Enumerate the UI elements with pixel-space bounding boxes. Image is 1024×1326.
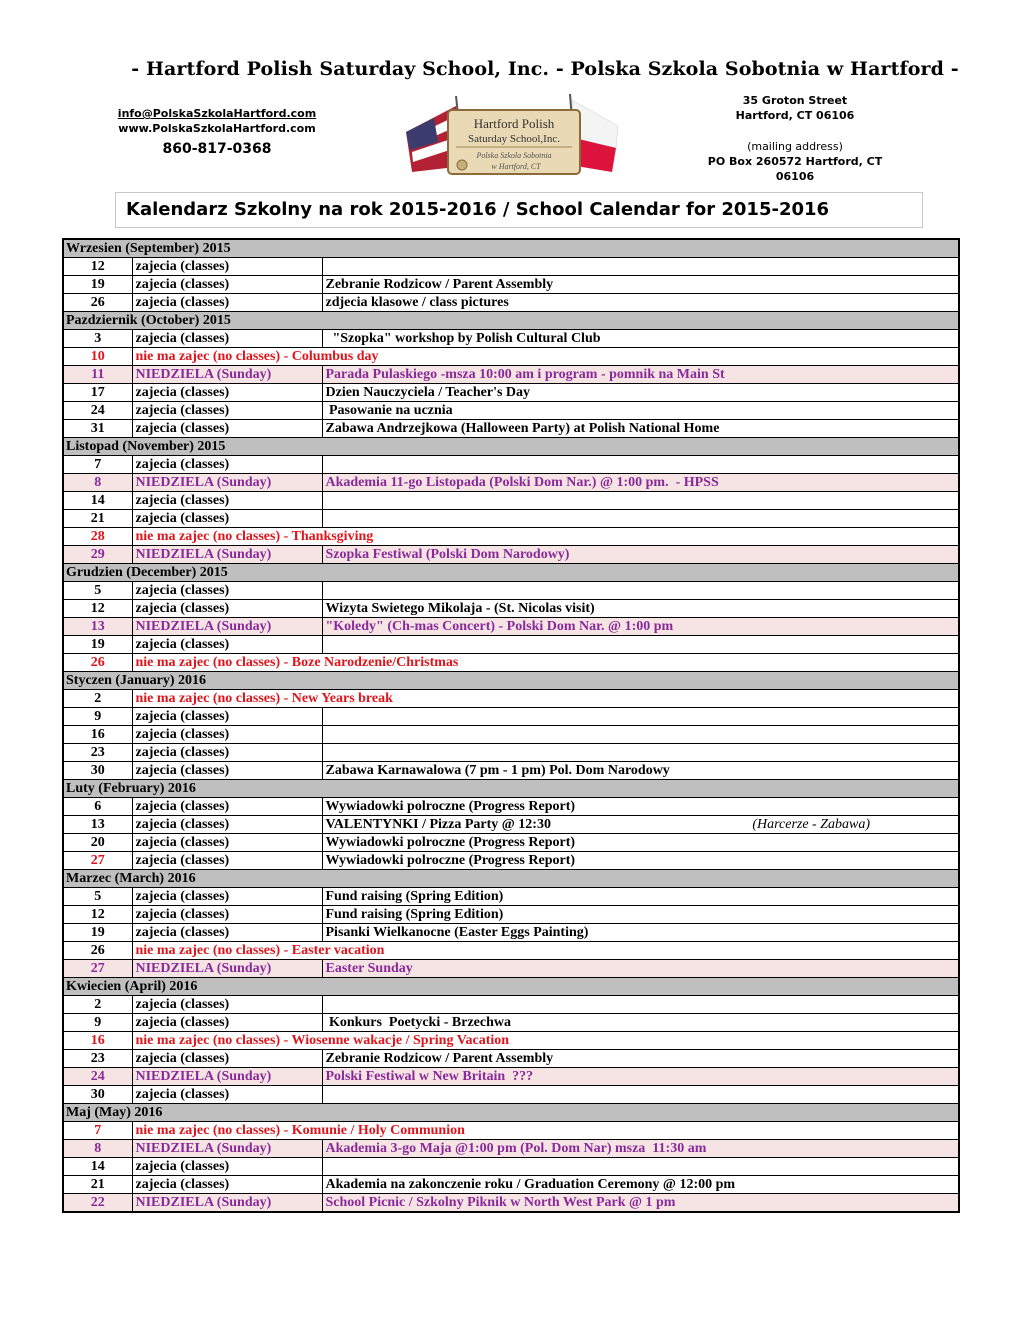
day-number: 23	[63, 744, 132, 762]
sunday-event-row	[63, 1068, 959, 1086]
event-description: Zabawa Andrzejkowa (Halloween Party) at Polish National Home	[322, 420, 959, 438]
class-day-row	[63, 582, 959, 600]
event-description: Dzien Nauczyciela / Teacher's Day	[322, 384, 959, 402]
day-number: 3	[63, 330, 132, 348]
month-label: Styczen (January) 2016	[63, 672, 959, 690]
day-number: 26	[63, 654, 132, 672]
session-type: zajecia (classes)	[132, 1086, 322, 1104]
session-type: zajecia (classes)	[132, 816, 322, 834]
class-day-row	[63, 420, 959, 438]
event-description: Wywiadowki polroczne (Progress Report)	[322, 834, 959, 852]
day-number: 5	[63, 582, 132, 600]
day-number: 12	[63, 600, 132, 618]
session-type: zajecia (classes)	[132, 1158, 322, 1176]
no-class-row	[63, 654, 959, 672]
session-type: zajecia (classes)	[132, 636, 322, 654]
day-number: 2	[63, 690, 132, 708]
event-description: "Koledy" (Ch-mas Concert) - Polski Dom Nar. @ 1:00 pm	[322, 618, 959, 636]
event-description: Pisanki Wielkanocne (Easter Eggs Painting)	[322, 924, 959, 942]
class-day-row	[63, 708, 959, 726]
session-type: zajecia (classes)	[132, 582, 322, 600]
class-day-row	[63, 1086, 959, 1104]
session-type: zajecia (classes)	[132, 1176, 322, 1194]
month-header-row	[63, 780, 959, 798]
day-number: 27	[63, 852, 132, 870]
class-day-row	[63, 1014, 959, 1032]
event-description: VALENTYNKI / Pizza Party @ 12:30 (Harcerze - Zabawa)	[322, 816, 959, 834]
class-day-row	[63, 402, 959, 420]
session-type: zajecia (classes)	[132, 708, 322, 726]
sunday-event-row	[63, 546, 959, 564]
day-number: 30	[63, 1086, 132, 1104]
event-description: Zebranie Rodzicow / Parent Assembly	[322, 276, 959, 294]
class-day-row	[63, 510, 959, 528]
class-day-row	[63, 492, 959, 510]
email-link[interactable]: info@PolskaSzkolaHartford.com	[117, 107, 317, 120]
day-number: 30	[63, 762, 132, 780]
class-day-row	[63, 834, 959, 852]
sunday-event-row	[63, 1140, 959, 1158]
event-description	[322, 636, 959, 654]
session-type: zajecia (classes)	[132, 924, 322, 942]
session-type: zajecia (classes)	[132, 726, 322, 744]
event-description	[322, 726, 959, 744]
no-class-label: nie ma zajec (no classes) - Wiosenne wakacje / Spring Vacation	[132, 1032, 959, 1050]
day-number: 11	[63, 366, 132, 384]
day-number: 19	[63, 924, 132, 942]
no-class-row	[63, 348, 959, 366]
day-number: 6	[63, 798, 132, 816]
event-description: Akademia 11-go Listopada (Polski Dom Nar.) @ 1:00 pm. - HPSS	[322, 474, 959, 492]
session-type: NIEDZIELA (Sunday)	[132, 1140, 322, 1158]
class-day-row	[63, 906, 959, 924]
class-day-row	[63, 276, 959, 294]
class-day-row	[63, 600, 959, 618]
class-day-row	[63, 1050, 959, 1068]
no-class-row	[63, 528, 959, 546]
event-note: (Harcerze - Zabawa)	[752, 817, 870, 832]
event-description: Zabawa Karnawalowa (7 pm - 1 pm) Pol. Dom Narodowy	[322, 762, 959, 780]
session-type: zajecia (classes)	[132, 888, 322, 906]
session-type: zajecia (classes)	[132, 420, 322, 438]
session-type: zajecia (classes)	[132, 600, 322, 618]
class-day-row	[63, 294, 959, 312]
school-title: - Hartford Polish Saturday School, Inc. - Polska Szkola Sobotnia w Hartford -	[131, 58, 959, 80]
no-class-row	[63, 942, 959, 960]
class-day-row	[63, 726, 959, 744]
mailing-note: (mailing address)	[747, 140, 843, 153]
month-label: Grudzien (December) 2015	[63, 564, 959, 582]
day-number: 16	[63, 1032, 132, 1050]
po-box: PO Box 260572 Hartford, CT 06106	[707, 155, 883, 183]
event-description: Wizyta Swietego Mikolaja - (St. Nicolas visit)	[322, 600, 959, 618]
sunday-event-row	[63, 474, 959, 492]
event-description: Akademia na zakonczenie roku / Graduation Ceremony @ 12:00 pm	[322, 1176, 959, 1194]
day-number: 12	[63, 906, 132, 924]
session-type: zajecia (classes)	[132, 330, 322, 348]
day-number: 28	[63, 528, 132, 546]
day-number: 26	[63, 942, 132, 960]
event-description: "Szopka" workshop by Polish Cultural Club	[322, 330, 959, 348]
day-number: 12	[63, 258, 132, 276]
session-type: zajecia (classes)	[132, 402, 322, 420]
month-label: Pazdziernik (October) 2015	[63, 312, 959, 330]
session-type: NIEDZIELA (Sunday)	[132, 960, 322, 978]
class-day-row	[63, 384, 959, 402]
event-description: Wywiadowki polroczne (Progress Report)	[322, 852, 959, 870]
contact-block	[112, 107, 322, 157]
session-type: zajecia (classes)	[132, 294, 322, 312]
event-description: School Picnic / Szkolny Piknik w North West Park @ 1 pm	[322, 1194, 959, 1213]
class-day-row	[63, 1176, 959, 1194]
event-description	[322, 1086, 959, 1104]
day-number: 24	[63, 402, 132, 420]
svg-text:Saturday School,Inc.: Saturday School,Inc.	[468, 133, 560, 145]
day-number: 23	[63, 1050, 132, 1068]
calendar-title: Kalendarz Szkolny na rok 2015-2016 / School Calendar for 2015-2016	[126, 199, 830, 220]
event-description: Polski Festiwal w New Britain ???	[322, 1068, 959, 1086]
class-day-row	[63, 798, 959, 816]
event-description: Konkurs Poetycki - Brzechwa	[322, 1014, 959, 1032]
event-description: Akademia 3-go Maja @1:00 pm (Pol. Dom Nar) msza 11:30 am	[322, 1140, 959, 1158]
event-description: zdjecia klasowe / class pictures	[322, 294, 959, 312]
session-type: NIEDZIELA (Sunday)	[132, 366, 322, 384]
session-type: zajecia (classes)	[132, 744, 322, 762]
month-header-row	[63, 978, 959, 996]
no-class-label: nie ma zajec (no classes) - Thanksgiving	[132, 528, 959, 546]
session-type: zajecia (classes)	[132, 384, 322, 402]
no-class-label: nie ma zajec (no classes) - New Years break	[132, 690, 959, 708]
no-class-row	[63, 690, 959, 708]
session-type: zajecia (classes)	[132, 996, 322, 1014]
class-day-row	[63, 996, 959, 1014]
svg-text:Polska Szkola Sobotnia: Polska Szkola Sobotnia	[476, 151, 552, 160]
event-description	[322, 996, 959, 1014]
event-description: Easter Sunday	[322, 960, 959, 978]
session-type: zajecia (classes)	[132, 456, 322, 474]
event-description: Pasowanie na ucznia	[322, 402, 959, 420]
day-number: 22	[63, 1194, 132, 1213]
class-day-row	[63, 888, 959, 906]
class-day-row	[63, 744, 959, 762]
event-description	[322, 708, 959, 726]
session-type: zajecia (classes)	[132, 276, 322, 294]
event-description: Szopka Festiwal (Polski Dom Narodowy)	[322, 546, 959, 564]
month-label: Maj (May) 2016	[63, 1104, 959, 1122]
day-number: 31	[63, 420, 132, 438]
class-day-row	[63, 816, 959, 834]
event-description: Fund raising (Spring Edition)	[322, 888, 959, 906]
month-header-row	[63, 312, 959, 330]
day-number: 21	[63, 510, 132, 528]
session-type: NIEDZIELA (Sunday)	[132, 1068, 322, 1086]
sunday-event-row	[63, 960, 959, 978]
day-number: 13	[63, 816, 132, 834]
event-description	[322, 258, 959, 276]
day-number: 9	[63, 708, 132, 726]
street-address: 35 Groton Street	[742, 94, 848, 107]
session-type: zajecia (classes)	[132, 1014, 322, 1032]
sunday-event-row	[63, 618, 959, 636]
day-number: 14	[63, 1158, 132, 1176]
day-number: 16	[63, 726, 132, 744]
class-day-row	[63, 456, 959, 474]
month-header-row	[63, 1104, 959, 1122]
day-number: 29	[63, 546, 132, 564]
day-number: 8	[63, 474, 132, 492]
day-number: 7	[63, 1122, 132, 1140]
svg-text:w Hartford, CT: w Hartford, CT	[491, 162, 541, 171]
day-number: 24	[63, 1068, 132, 1086]
no-class-row	[63, 1122, 959, 1140]
event-description	[322, 510, 959, 528]
school-logo	[404, 92, 624, 184]
event-description	[322, 492, 959, 510]
website-link[interactable]: www.PolskaSzkolaHartford.com	[118, 122, 316, 135]
class-day-row	[63, 258, 959, 276]
day-number: 10	[63, 348, 132, 366]
event-description: Parada Pulaskiego -msza 10:00 am i program - pomnik na Main St	[322, 366, 959, 384]
month-label: Wrzesien (September) 2015	[63, 239, 959, 258]
city-address: Hartford, CT 06106	[735, 109, 855, 122]
calendar-title-box	[115, 192, 923, 228]
sunday-event-row	[63, 1194, 959, 1213]
day-number: 27	[63, 960, 132, 978]
class-day-row	[63, 852, 959, 870]
no-class-row	[63, 1032, 959, 1050]
day-number: 9	[63, 1014, 132, 1032]
event-description: Zebranie Rodzicow / Parent Assembly	[322, 1050, 959, 1068]
session-type: zajecia (classes)	[132, 834, 322, 852]
day-number: 19	[63, 636, 132, 654]
session-type: zajecia (classes)	[132, 906, 322, 924]
no-class-label: nie ma zajec (no classes) - Boze Narodzenie/Christmas	[132, 654, 959, 672]
class-day-row	[63, 330, 959, 348]
month-header-row	[63, 564, 959, 582]
session-type: zajecia (classes)	[132, 510, 322, 528]
event-description	[322, 744, 959, 762]
phone-number: 860-817-0368	[162, 141, 272, 157]
event-description	[322, 456, 959, 474]
session-type: NIEDZIELA (Sunday)	[132, 546, 322, 564]
month-label: Marzec (March) 2016	[63, 870, 959, 888]
day-number: 20	[63, 834, 132, 852]
day-number: 17	[63, 384, 132, 402]
session-type: zajecia (classes)	[132, 1050, 322, 1068]
month-label: Listopad (November) 2015	[63, 438, 959, 456]
session-type: NIEDZIELA (Sunday)	[132, 474, 322, 492]
session-type: zajecia (classes)	[132, 258, 322, 276]
school-calendar-table	[62, 238, 960, 1213]
day-number: 13	[63, 618, 132, 636]
day-number: 8	[63, 1140, 132, 1158]
no-class-label: nie ma zajec (no classes) - Komunie / Holy Communion	[132, 1122, 959, 1140]
month-header-row	[63, 239, 959, 258]
sunday-event-row	[63, 366, 959, 384]
month-header-row	[63, 672, 959, 690]
day-number: 14	[63, 492, 132, 510]
session-type: zajecia (classes)	[132, 762, 322, 780]
month-label: Luty (February) 2016	[63, 780, 959, 798]
session-type: zajecia (classes)	[132, 492, 322, 510]
event-description	[322, 582, 959, 600]
no-class-label: nie ma zajec (no classes) - Columbus day	[132, 348, 959, 366]
event-description: Fund raising (Spring Edition)	[322, 906, 959, 924]
session-type: zajecia (classes)	[132, 798, 322, 816]
day-number: 26	[63, 294, 132, 312]
address-block	[690, 93, 900, 184]
day-number: 2	[63, 996, 132, 1014]
month-header-row	[63, 870, 959, 888]
session-type: NIEDZIELA (Sunday)	[132, 618, 322, 636]
day-number: 19	[63, 276, 132, 294]
session-type: NIEDZIELA (Sunday)	[132, 1194, 322, 1213]
month-header-row	[63, 438, 959, 456]
class-day-row	[63, 924, 959, 942]
day-number: 21	[63, 1176, 132, 1194]
day-number: 5	[63, 888, 132, 906]
class-day-row	[63, 1158, 959, 1176]
class-day-row	[63, 762, 959, 780]
class-day-row	[63, 636, 959, 654]
no-class-label: nie ma zajec (no classes) - Easter vacation	[132, 942, 959, 960]
month-label: Kwiecien (April) 2016	[63, 978, 959, 996]
event-description: Wywiadowki polroczne (Progress Report)	[322, 798, 959, 816]
day-number: 7	[63, 456, 132, 474]
session-type: zajecia (classes)	[132, 852, 322, 870]
svg-text:Hartford Polish: Hartford Polish	[473, 116, 555, 131]
event-description	[322, 1158, 959, 1176]
